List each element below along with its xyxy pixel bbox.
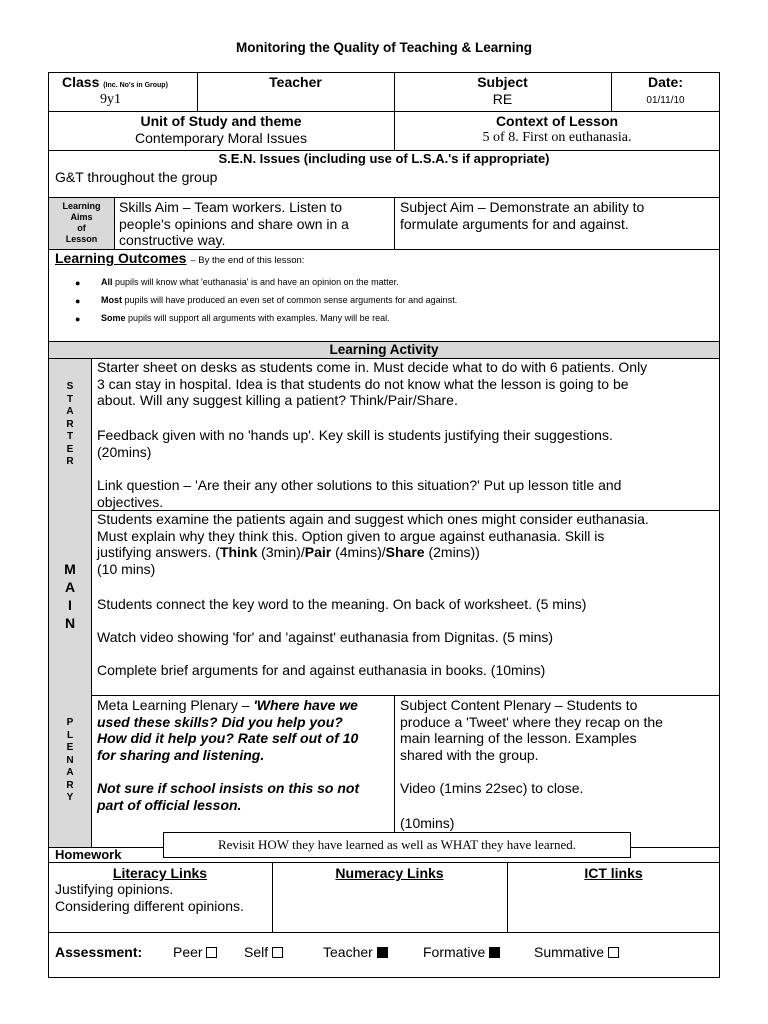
plenary-side-label: P L E N A R Y: [66, 717, 74, 803]
main-text: Students examine the patients again and suggest which ones might consider euthanasia. Must explain why they think this. Option given to argue against euthanasia. Skill is justifying answers. (Think (3min)/Pair (4mins)/Share (2mins)) (10 mins): [97, 511, 649, 577]
outcomes-heading: Learning Outcomes – By the end of this lesson:: [55, 250, 305, 266]
starter-feedback: Feedback given with no 'hands up'. Key skill is students justifying their suggestions. (20mins): [97, 427, 613, 460]
page-title: Monitoring the Quality of Teaching & Learning: [236, 40, 532, 55]
starter-side-label: S T A R T E R: [66, 381, 74, 467]
date-value: 01/11/10: [646, 95, 685, 106]
main-video-task: Watch video showing 'for' and 'against' euthanasia from Dignitas. (5 mins): [97, 629, 554, 645]
unit-label: Unit of Study and theme: [140, 113, 302, 129]
subject-aim: Subject Aim – Demonstrate an ability to formulate arguments for and against.: [400, 199, 645, 232]
summative-checkbox[interactable]: [608, 947, 619, 958]
subject-label: Subject: [477, 74, 528, 90]
assessment-label: Assessment:: [55, 944, 143, 960]
class-value: 9y1: [100, 92, 121, 107]
activity-heading: Learning Activity: [329, 342, 439, 357]
subject-value: RE: [492, 91, 513, 107]
starter-link-question: Link question – 'Are their any other solutions to this situation?' Put up lesson title and objectives.: [97, 477, 622, 510]
bullet-icon: ●: [75, 314, 81, 324]
self-checkbox[interactable]: [272, 947, 283, 958]
teacher-label: Teacher: [269, 74, 322, 90]
context-value: 5 of 8. First on euthanasia.: [482, 130, 632, 145]
formative-checkbox[interactable]: [489, 947, 500, 958]
assessment-option-teacher[interactable]: Teacher: [323, 944, 388, 960]
literacy-label: Literacy Links: [112, 865, 208, 881]
starter-text: Starter sheet on desks as students come in. Must decide what to do with 6 patients. Only 3 can stay in hospital. Idea is that students do not know what the lesson is going to be about. Will any suggest killing a patient? Think/Pair/Share.: [97, 359, 648, 408]
outcome-item: Some pupils will support all arguments with examples. Many will be real.: [101, 313, 390, 323]
main-keyword-task: Students connect the key word to the meaning. On back of worksheet. (5 mins): [97, 596, 587, 612]
assessment-option-self[interactable]: Self: [244, 944, 283, 960]
assessment-option-summative[interactable]: Summative: [534, 944, 619, 960]
sen-label: S.E.N. Issues (including use of L.S.A.'s if appropriate): [218, 151, 550, 166]
ict-label: ICT links: [584, 865, 643, 881]
outcome-item: Most pupils will have produced an even set of common sense arguments for and against.: [101, 295, 458, 305]
outcome-item: All pupils will know what 'euthanasia' is and have an opinion on the matter.: [101, 277, 399, 287]
assessment-option-peer[interactable]: Peer: [173, 944, 217, 960]
literacy-text: Justifying opinions. Considering different opinions.: [55, 881, 244, 914]
sen-value: G&T throughout the group: [55, 169, 218, 185]
meta-plenary-note: Not sure if school insists on this so not part of official lesson.: [97, 780, 360, 813]
skills-aim: Skills Aim – Team workers. Listen to people's opinions and share own in a constructive way.: [119, 199, 349, 248]
revisit-callout: Revisit HOW they have learned as well as WHAT they have learned.: [163, 832, 631, 858]
date-label: Date:: [647, 74, 683, 90]
class-note: (Inc. No's in Group): [103, 82, 168, 89]
aims-side-label: Learning Aims of Lesson: [62, 201, 101, 244]
context-label: Context of Lesson: [495, 113, 619, 129]
main-arguments-task: Complete brief arguments for and against euthanasia in books. (10mins): [97, 662, 546, 678]
bullet-icon: ●: [75, 278, 81, 288]
content-plenary-video: Video (1mins 22sec) to close.: [400, 780, 584, 796]
peer-checkbox[interactable]: [206, 947, 217, 958]
unit-value: Contemporary Moral Issues: [135, 130, 307, 146]
content-plenary-time: (10mins): [400, 815, 455, 831]
numeracy-label: Numeracy Links: [335, 865, 444, 881]
content-plenary: Subject Content Plenary – Students to produce a 'Tweet' where they recap on the main learning of the lesson. Examples shared with the group.: [400, 697, 663, 763]
class-label: Class (Inc. No's in Group): [62, 74, 168, 90]
bullet-icon: ●: [75, 296, 81, 306]
teacher-checkbox[interactable]: [377, 947, 388, 958]
homework-label: Homework: [55, 847, 122, 862]
main-side-label: M A I N: [64, 561, 76, 631]
think-pair-share-line: justifying answers. (Think (3min)/Pair (4mins)/Share (2mins)): [97, 544, 480, 560]
meta-plenary: Meta Learning Plenary – 'Where have we used these skills? Did you help you? How did it help you? Rate self out of 10 for sharing and listening.: [97, 697, 359, 763]
assessment-option-formative[interactable]: Formative: [423, 944, 500, 960]
